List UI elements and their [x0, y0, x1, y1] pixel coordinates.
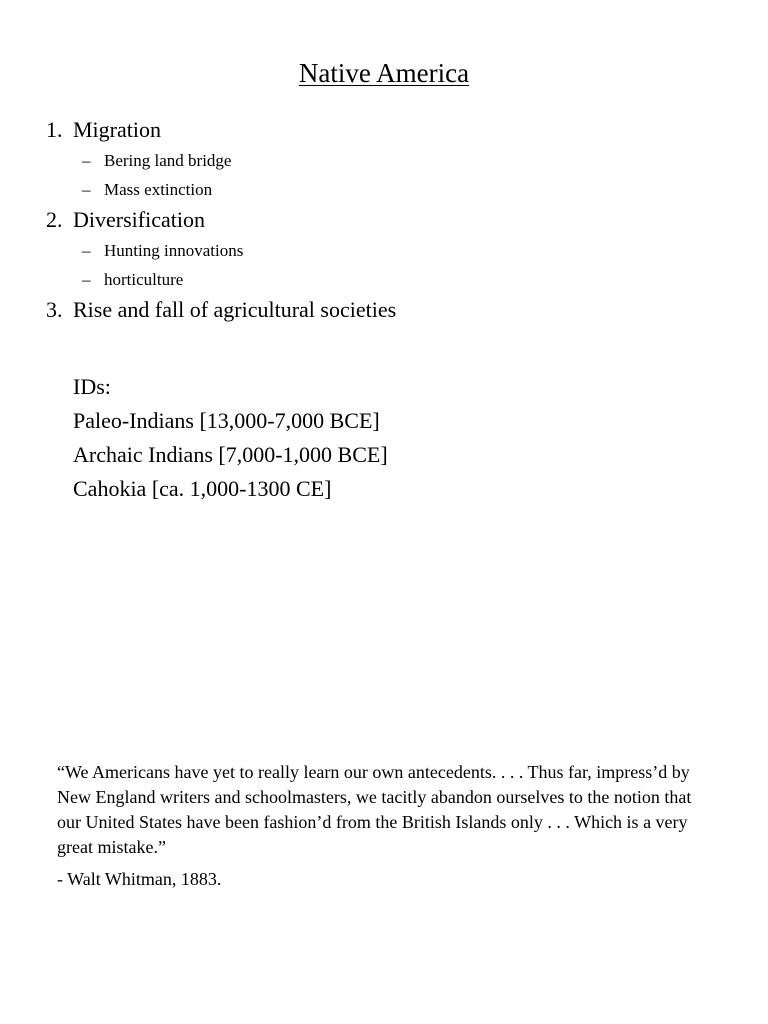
subitem-label: Mass extinction: [104, 180, 213, 199]
dash-bullet: –: [82, 270, 91, 289]
dash-bullet: –: [82, 151, 91, 170]
outline-label: Rise and fall of agricultural societies: [73, 297, 397, 322]
outline-item-diversification: [46, 204, 746, 294]
dash-bullet: –: [82, 180, 91, 199]
subitem-bering-land-bridge: [46, 146, 746, 175]
quote-text: “We Americans have yet to really learn our own antecedents. . . . Thus far, impress’d by New England writers and schoolmasters, we tacitly abandon ourselves to the notion that our United States have been fashion’d from the British Islands only . . . Which is a very great mistake.”: [57, 762, 692, 857]
subitem-hunting-innovations: [46, 236, 746, 265]
outline-label: Diversification: [73, 207, 205, 232]
id-item-cahokia: Cahokia [ca. 1,000-1300 CE]: [73, 476, 332, 501]
outline-item-agricultural-societies: [46, 294, 746, 326]
outline-number: 2.: [46, 207, 63, 232]
quote-attribution: - Walt Whitman, 1883.: [57, 869, 222, 889]
page-title: Native America: [298, 58, 470, 88]
id-item-archaic-indians: Archaic Indians [7,000-1,000 BCE]: [73, 442, 388, 467]
outline-sublist: [46, 146, 746, 204]
id-item-paleo-indians: Paleo-Indians [13,000-7,000 BCE]: [73, 408, 380, 433]
ids-section: [73, 370, 673, 506]
subitem-horticulture: [46, 265, 746, 294]
ids-heading: IDs:: [73, 374, 111, 399]
dash-bullet: –: [82, 241, 91, 260]
outline-sublist: [46, 236, 746, 294]
outline-number: 1.: [46, 117, 63, 142]
subitem-label: Bering land bridge: [104, 151, 232, 170]
outline-item-migration: [46, 114, 746, 204]
subitem-label: Hunting innovations: [104, 241, 244, 260]
outline-list: [46, 114, 746, 326]
subitem-mass-extinction: [46, 175, 746, 204]
outline-label: Migration: [73, 117, 161, 142]
outline-number: 3.: [46, 297, 63, 322]
subitem-label: horticulture: [104, 270, 184, 289]
